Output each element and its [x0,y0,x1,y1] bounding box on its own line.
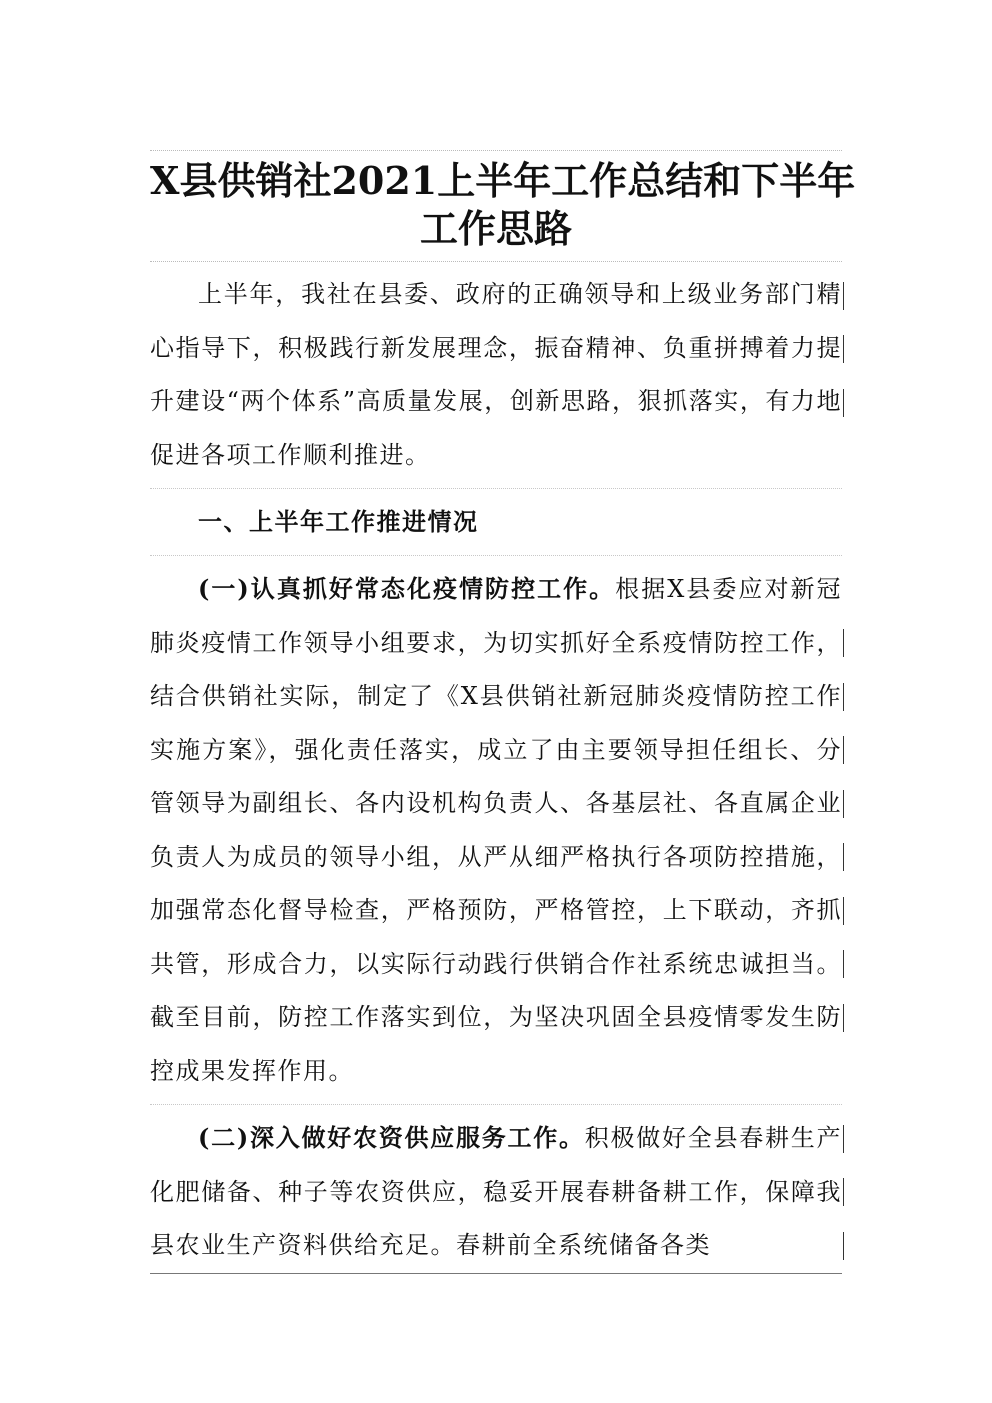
line-end-mark [843,1232,844,1260]
line-end-mark [843,736,844,764]
line-end-mark [843,950,844,978]
line-end-mark [843,790,844,818]
section-heading-1: 一、上半年工作推进情况 [150,489,842,556]
item-1-body: 根据X县委应对新冠肺炎疫情工作领导小组要求，为切实抓好全系疫情防控工作，结合供销社实际，制定了《X县供销社新冠肺炎疫情防控工作实施方案》，强化责任落实，成立了由主要领导担任组长、分管领导为副组长、各内设机构负责人、各基层社、各直属企业负责人为成员的领导小组，从严从细严格执行各项防控措施，加强常态化督导检查，严格预防，严格管控，上下联动，齐抓共管，形成合力，以实际行动践行供销合作社系统忠诚担当。截至目前，防控工作落实到位，为坚决巩固全县疫情零发生防控成果发挥作用。 [150,575,842,1085]
document-title [150,150,856,262]
title-line-2: 工作思路 [419,206,572,251]
title-line-1: X县供销社2021上半年工作总结和下半年 [150,158,856,203]
intro-text: 上半年，我社在县委、政府的正确领导和上级业务部门精心指导下，积极践行新发展理念，振奋精神、负重拼搏着力提升建设“两个体系”高质量发展，创新思路，狠抓落实，有力地促进各项工作顺利推进。 [150,280,842,469]
document-page [150,150,856,1274]
item-2-paragraph [150,1111,842,1274]
item-2-title: (二)深入做好农资供应服务工作。 [198,1123,585,1152]
line-end-mark [843,843,844,871]
line-end-mark [843,335,844,363]
line-end-mark [843,1004,844,1032]
line-end-mark [843,683,844,711]
line-end-mark [843,629,844,657]
line-end-mark [843,1125,844,1153]
item-1-title: (一)认真抓好常态化疫情防控工作。 [198,574,616,603]
item-2-body: 积极做好全县春耕生产化肥储备、种子等农资供应，稳妥开展春耕备耕工作，保障我县农业生产资料供给充足。春耕前全系统储备各类 [150,1124,842,1259]
line-end-mark [843,1178,844,1206]
line-end-mark [843,389,844,417]
intro-paragraph [150,268,842,489]
line-end-mark [843,897,844,925]
item-1-paragraph [150,562,842,1105]
line-end-mark [843,282,844,310]
